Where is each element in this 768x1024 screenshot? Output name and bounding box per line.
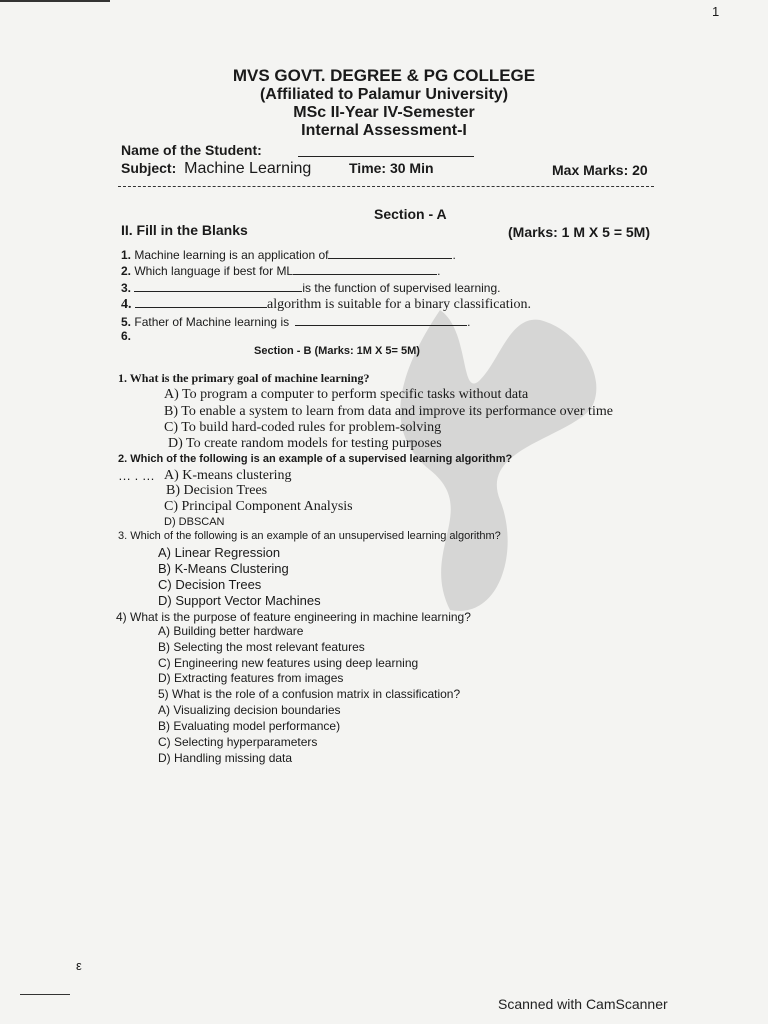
question-5: 5) What is the role of a confusion matrix in classification? (158, 687, 461, 701)
section-b-title: Section - B (Marks: 1M X 5= 5M) (254, 345, 420, 357)
blank-item-1: 1. Machine learning is an application of . (121, 248, 456, 262)
q2-option-c: C) Principal Component Analysis (164, 499, 353, 514)
q5-option-b: B) Evaluating model performance) (158, 719, 341, 733)
q2-option-b: B) Decision Trees (166, 483, 268, 498)
q5-option-d: D) Handling missing data (158, 751, 293, 765)
q1-option-d: D) To create random models for testing purposes (168, 436, 442, 451)
college-name: MVS GOVT. DEGREE & PG COLLEGE (232, 66, 536, 85)
q3-option-c: C) Decision Trees (158, 577, 262, 592)
q3-option-a: A) Linear Regression (158, 545, 281, 560)
student-name-blank (298, 156, 474, 157)
q4-option-b: B) Selecting the most relevant features (158, 640, 365, 654)
subject-label: Subject: (121, 160, 177, 176)
blank-item-3: 3. is the function of supervised learning. (121, 281, 501, 295)
blank-item-2: 2. Which language if best for ML . (121, 264, 441, 278)
college-affiliation: (Affiliated to Palamur University) (259, 86, 509, 103)
header-separator (118, 186, 654, 187)
q3-option-d: D) Support Vector Machines (158, 593, 321, 608)
q2-prefix: … . … (118, 468, 155, 483)
q4-option-d: D) Extracting features from images (158, 671, 344, 685)
question-3: 3. Which of the following is an example of an unsupervised learning algorithm? (118, 530, 501, 542)
subject-row (121, 160, 311, 178)
q1-option-b: B) To enable a system to learn from data and improve its performance over time (164, 404, 613, 419)
page-number: 1 (712, 4, 720, 19)
section-a-title: Section - A (374, 206, 447, 222)
exam-title: Internal Assessment-I (301, 122, 467, 139)
blank-item-4: 4. algorithm is suitable for a binary classification. (121, 297, 531, 312)
question-1: 1. What is the primary goal of machine learning? (118, 371, 370, 385)
q5-option-a: A) Visualizing decision boundaries (158, 703, 341, 717)
q1-option-c: C) To build hard-coded rules for problem-solving (164, 420, 442, 435)
q4-option-a: A) Building better hardware (158, 624, 304, 638)
year-semester: MSc II-Year IV-Semester (293, 104, 475, 121)
student-name-label: Name of the Student: (121, 142, 262, 158)
q1-option-a: A) To program a computer to perform specific tasks without data (164, 387, 529, 402)
scan-edge-line (0, 0, 110, 2)
q4-option-c: C) Engineering new features using deep learning (158, 656, 419, 670)
footer-mark: ε (76, 958, 82, 973)
blank-item-5: 5. Father of Machine learning is . (121, 315, 471, 329)
q5-option-c: C) Selecting hyperparameters (158, 735, 318, 749)
question-2: 2. Which of the following is an example of a supervised learning algorithm? (118, 453, 513, 465)
footer-edge-line (20, 994, 70, 995)
blank-item-6: 6. (121, 329, 132, 343)
time-limit: Time: 30 Min (349, 160, 434, 176)
section-a-marks: (Marks: 1 M X 5 = 5M) (508, 224, 650, 240)
q2-option-a: A) K-means clustering (164, 468, 292, 483)
question-4: 4) What is the purpose of feature engineering in machine learning? (116, 610, 471, 624)
q3-option-b: B) K-Means Clustering (158, 561, 289, 576)
scanner-credit: Scanned with CamScanner (498, 996, 668, 1012)
section-a-heading: II. Fill in the Blanks (121, 222, 248, 238)
q2-option-d: D) DBSCAN (164, 516, 225, 528)
max-marks: Max Marks: 20 (552, 162, 648, 178)
subject-value: Machine Learning (184, 160, 312, 177)
